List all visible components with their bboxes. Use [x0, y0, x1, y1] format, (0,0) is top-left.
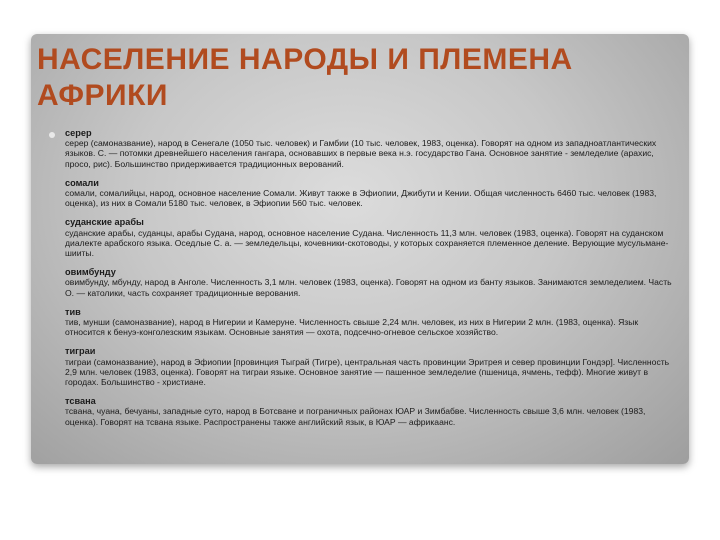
- entry-tiv: [65, 307, 675, 338]
- entry-sudanese-arabs: [65, 217, 675, 258]
- entry-text: тив, мунши (самоназвание), народ в Нигерии и Камеруне. Численность свыше 2,24 млн. человек, из них в Нигерии 2 млн. (1983, оценка). Язык относится к бенуэ-конголезским языкам. Основные занятия — охота, подсечно-огневое сельское хозяйство.: [65, 317, 639, 338]
- entry-name: овимбунду: [65, 267, 116, 278]
- entry-name: суданские арабы: [65, 217, 144, 228]
- entry-ovimbundu: [65, 267, 675, 298]
- entry-name: серер: [65, 128, 92, 138]
- slide: [31, 34, 689, 464]
- entry-text: тиграи (самоназвание), народ в Эфиопии [провинция Тыграй (Тигре), центральная часть провинции Эритрея и север провинции Гондэр]. Численность 2,9 млн. человек (1983, оценка). Говорят на тиграи языке. Основное занятие — пашенное земледелие (пшеница, ячмень, тефф). Многие живут в городах. Большинство - христиане.: [65, 356, 670, 388]
- entry-somali: [65, 178, 675, 209]
- entry-name: тсвана: [65, 396, 96, 407]
- round-bullet-icon: [49, 132, 55, 138]
- entry-name: тив: [65, 306, 81, 317]
- entry-text: серер (самоназвание), народ в Сенегале (1050 тыс. человек) и Гамбии (10 тыс. человек, 1983, оценка). Говорят на одном из западноатлантических языков. С. — потомки древнейшего населения гангара, основавших в первые века н.э. государство Гана. Основное занятие - земледелие (арахис, просо, рис). Большинство придерживается традиционных верований.: [65, 138, 657, 169]
- entry-text: тсвана, чуана, бечуаны, западные суто, народ в Ботсване и пограничных районах ЮАР и Зимбабве. Численность свыше 3,6 млн. человек (1983, оценка). Говорят на тсвана языке. Распространены также английский язык, в ЮАР — африкаанс.: [65, 406, 646, 427]
- entry-text: сомали, сомалийцы, народ, основное население Сомали. Живут также в Эфиопии, Джибути и Кении. Общая численность 6460 тыс. человек (1983, оценка), из них в Сомали 5180 тыс. человек, в Эфиопии 560 тыс. человек.: [65, 188, 657, 209]
- entry-name: сомали: [65, 177, 99, 188]
- entry-tigrai: [65, 346, 675, 387]
- slide-title: НАСЕЛЕНИЕ НАРОДЫ И ПЛЕМЕНА АФРИКИ: [37, 43, 573, 112]
- entry-name: тиграи: [65, 346, 96, 357]
- entry-text: овимбунду, мбунду, народ в Анголе. Численность 3,1 млн. человек (1983, оценка). Говорят на одном из банту языков. Занимаются земледелием. Часть О. — католики, часть сохраняет традиционные верования.: [65, 277, 672, 298]
- entry-tswana: [65, 396, 675, 427]
- content-list: [65, 128, 675, 436]
- entry-text: суданские арабы, суданцы, арабы Судана, народ, основное население Судана. Численность 11,3 млн. человек (1983, оценка). Говорят на суданском диалекте арабского языка. Оседлые С. а. — земледельцы, кочевники-скотоводы, у которых сохраняется племенное деление. Верующие мусульмане-шииты.: [65, 227, 669, 259]
- entry-serer: [65, 128, 675, 169]
